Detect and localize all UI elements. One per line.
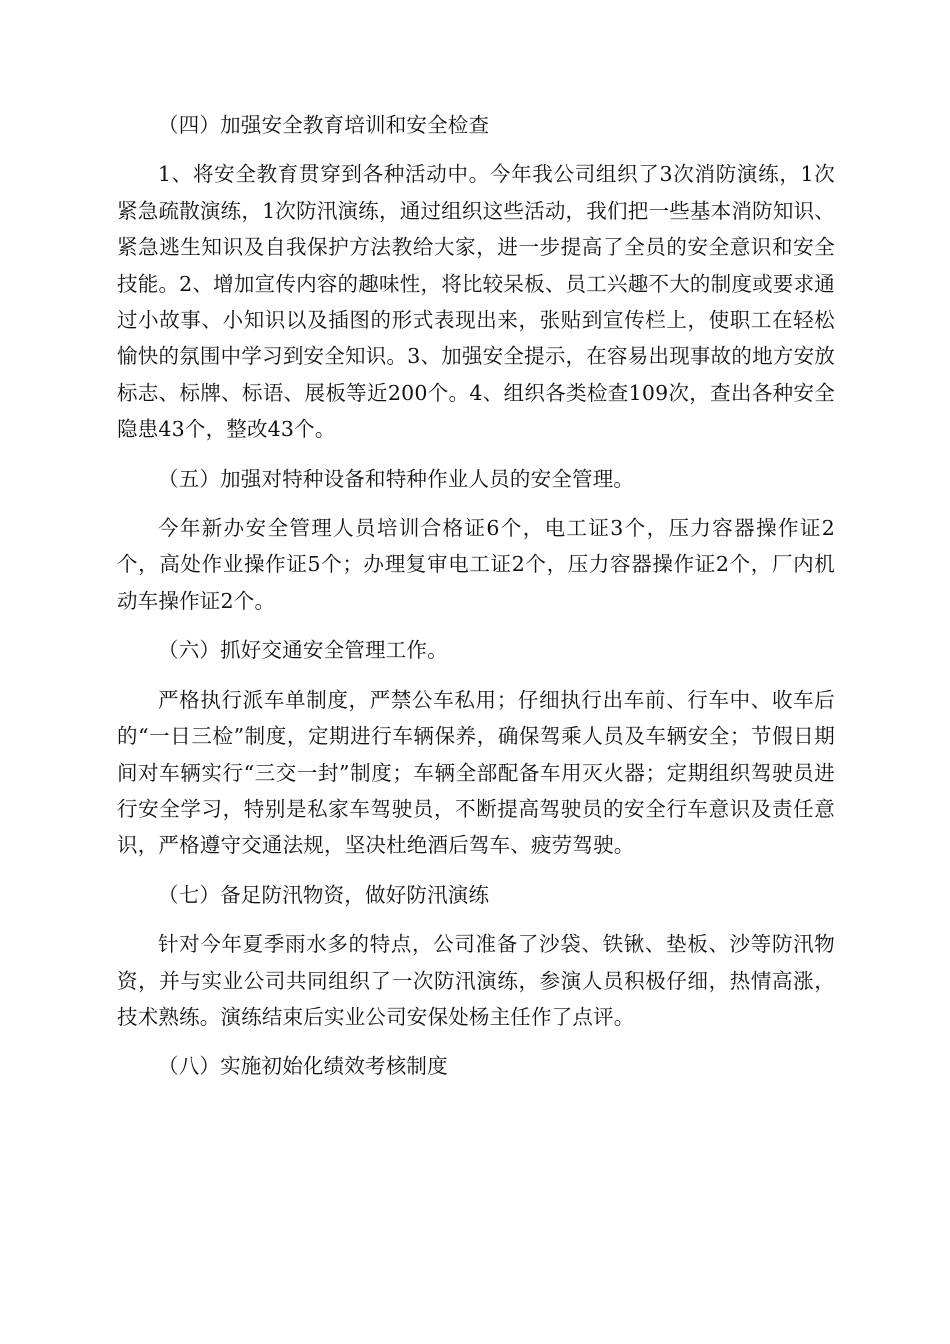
section-body-5: 今年新办安全管理人员培训合格证6个，电工证3个，压力容器操作证2个，高处作业操作证5个；办理复审电工证2个，压力容器操作证2个，厂内机动车操作证2个。 <box>117 516 835 613</box>
section-heading-7: （七）备足防汛物资，做好防汛演练 <box>158 882 490 907</box>
section-body-4: 1、将安全教育贯穿到各种活动中。今年我公司组织了3次消防演练，1次紧急疏散演练，1次防汛演练，通过组织这些活动，我们把一些基本消防知识、紧急逃生知识及自我保护方法教给大家，进一步提高了全员的安全意识和安全技能。2、增加宣传内容的趣味性，将比较呆板、员工兴趣不大的制度或要求通过小故事、小知识以及插图的形式表现出来，张贴到宣传栏上，使职工在轻松愉快的氛围中学习到安全知识。3、加强安全提示，在容易出现事故的地方安放标志、标牌、标语、展板等近200个。4、组织各类检查109次，查出各种安全隐患43个，整改43个。 <box>117 162 835 442</box>
document-page <box>117 107 835 1098</box>
section-body-6: 严格执行派车单制度，严禁公车私用；仔细执行出车前、行车中、收车后的“一日三检”制度，定期进行车辆保养，确保驾乘人员及车辆安全；节假日期间对车辆实行“三交一封”制度；车辆全部配备车用灭火器；定期组织驾驶员进行安全学习，特别是私家车驾驶员，不断提高驾驶员的安全行车意识及责任意识，严格遵守交通法规，坚决杜绝酒后驾车、疲劳驾驶。 <box>117 687 835 858</box>
section-body-7: 针对今年夏季雨水多的特点，公司准备了沙袋、铁锹、垫板、沙等防汛物资，并与实业公司共同组织了一次防汛演练，参演人员积极仔细，热情高涨，技术熟练。演练结束后实业公司安保处杨主任作了点评。 <box>117 932 835 1029</box>
section-heading-4: （四）加强安全教育培训和安全检查 <box>158 113 490 137</box>
section-heading-8: （八）实施初始化绩效考核制度 <box>158 1054 448 1079</box>
section-heading-5: （五）加强对特种设备和特种作业人员的安全管理。 <box>158 466 635 491</box>
section-heading-6: （六）抓好交通安全管理工作。 <box>158 638 448 663</box>
